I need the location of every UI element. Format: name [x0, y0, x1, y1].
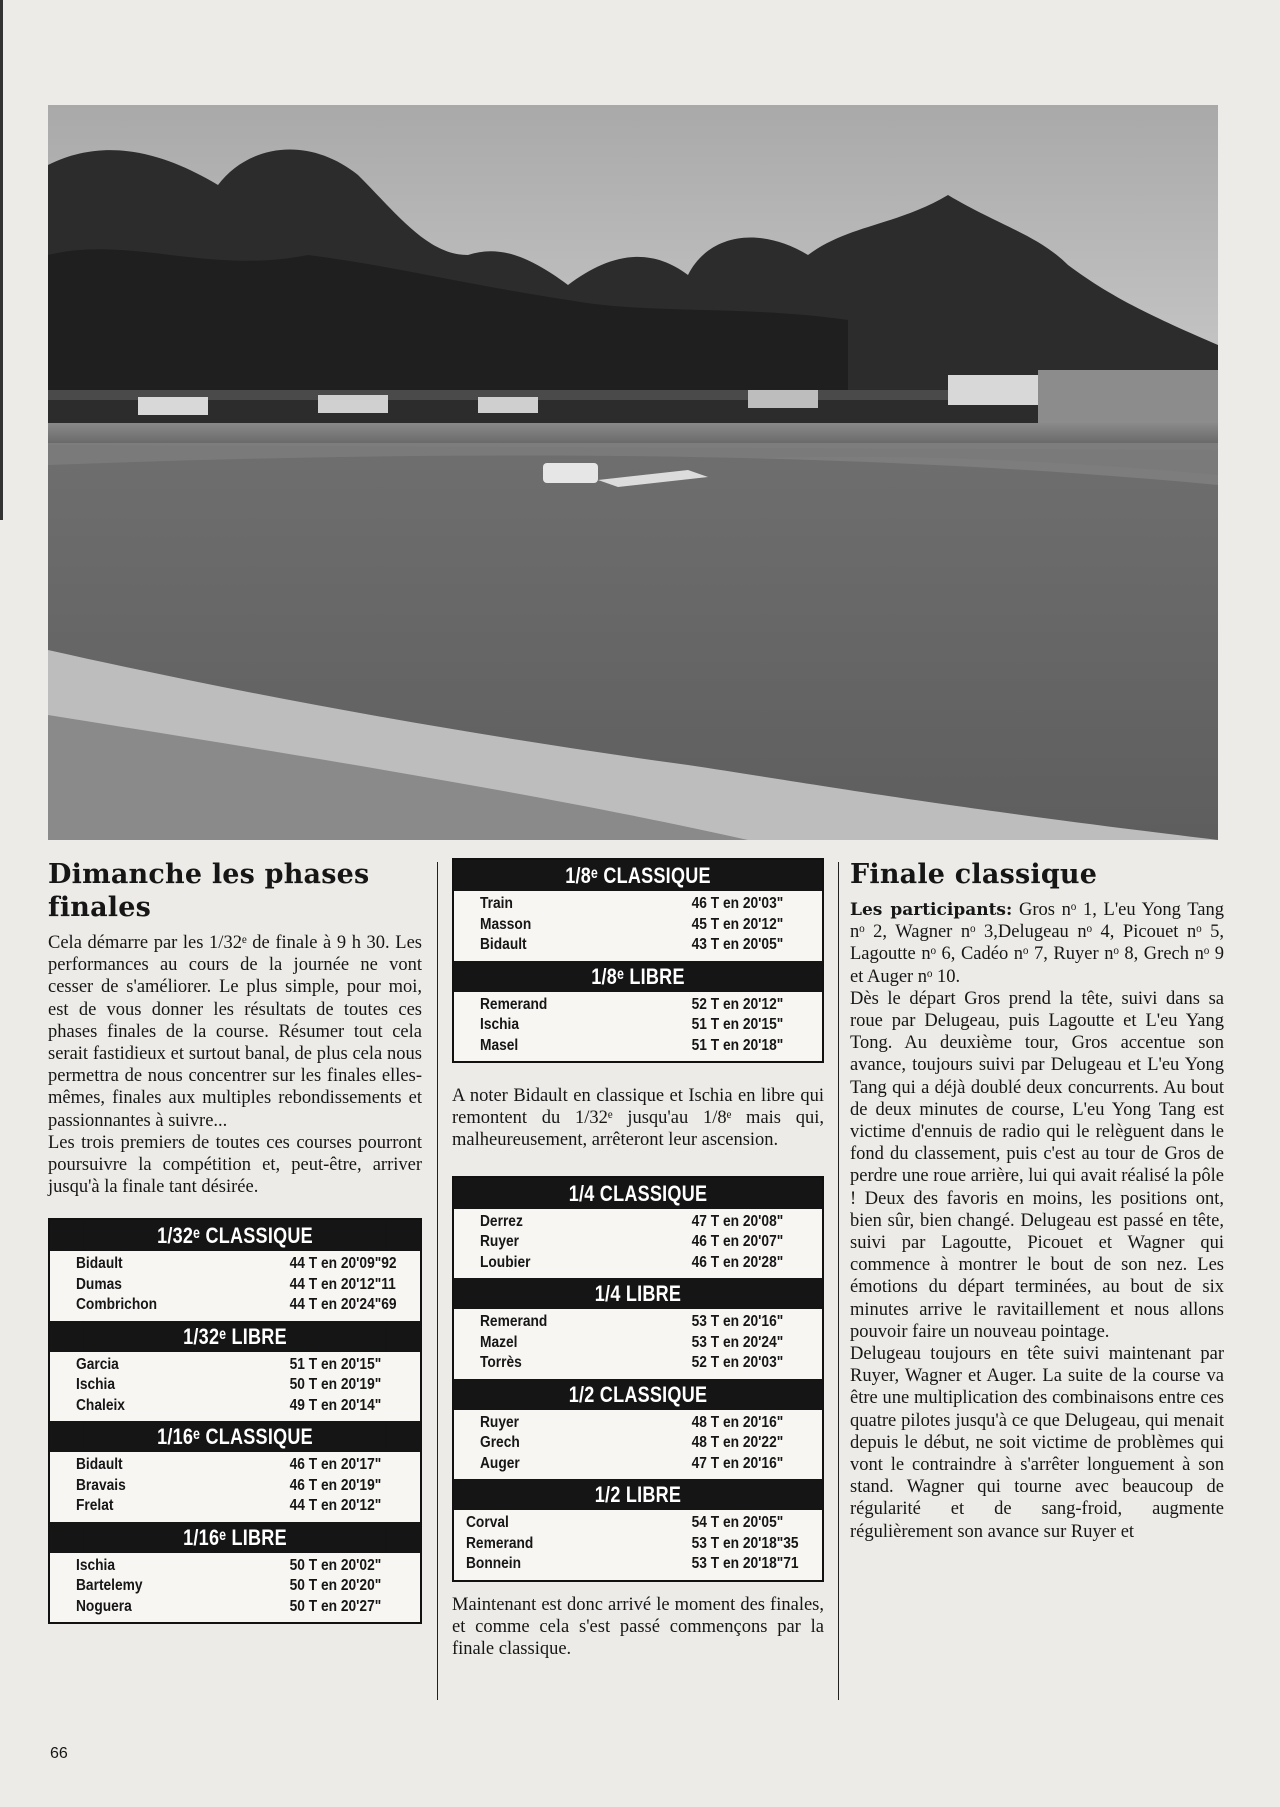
result-row: Bonnein 53 T en 20'18"71 — [466, 1555, 799, 1573]
result-row: Ischia 50 T en 20'19" — [76, 1376, 382, 1394]
result-row: Frelat 44 T en 20'12" — [76, 1497, 382, 1515]
result-row: Remerand 53 T en 20'16" — [480, 1313, 784, 1331]
column-middle — [452, 858, 824, 1660]
body-paragraph: Les trois premiers de toutes ces courses pourront poursuivre la compétition et, peut-être, arriver jusqu'à la finale tant désirée. — [48, 1132, 422, 1198]
results-title: 1/8ᵉ LIBRE — [487, 961, 789, 992]
section-heading-phases-finales: Dimanche les phases finales — [48, 859, 370, 923]
column-right — [850, 858, 1224, 1543]
result-row: Garcia 51 T en 20'15" — [76, 1355, 382, 1373]
result-row: Train 46 T en 20'03" — [480, 895, 784, 912]
result-row: Corval 54 T en 20'05" — [466, 1514, 784, 1532]
results-table-group — [452, 858, 824, 1063]
result-row: Masel 51 T en 20'18" — [480, 1036, 784, 1054]
result-row: Bidault 43 T en 20'05" — [480, 936, 784, 953]
body-paragraph: A noter Bidault en classique et Ischia en libre qui remontent du 1/32ᵉ jusqu'au 1/8ᵉ mais qui, malheureusement, arrêteront leur ascension. — [452, 1086, 824, 1151]
result-row: Bartelemy 50 T en 20'20" — [76, 1577, 382, 1595]
column-left — [48, 858, 422, 1624]
page-binding-edge — [0, 0, 3, 520]
race-track-photo — [48, 105, 1218, 840]
participants-label: Les participants: — [850, 900, 1013, 920]
result-row: Ischia 50 T en 20'02" — [76, 1556, 382, 1574]
result-row: Mazel 53 T en 20'24" — [480, 1333, 784, 1351]
results-title: 1/4 CLASSIQUE — [487, 1178, 789, 1209]
results-table-group — [48, 1218, 422, 1624]
results-title: 1/8ᵉ CLASSIQUE — [487, 860, 789, 891]
participants-text: Gros nᵒ 1, L'eu Yong Tang nᵒ 2, Wagner nᵒ 3,Delugeau nᵒ 4, Picouet nᵒ 5, Lagoutte nᵒ 6, Cadéo nᵒ 7, Ruyer nᵒ 8, Grech nᵒ 9 et Auger nᵒ 10. — [850, 900, 1224, 987]
participants-paragraph — [850, 899, 1224, 988]
results-title: 1/32ᵉ LIBRE — [83, 1321, 386, 1352]
column-divider — [838, 862, 839, 1700]
results-title: 1/2 LIBRE — [487, 1479, 789, 1510]
result-row: Bidault 44 T en 20'09"92 — [76, 1255, 397, 1273]
result-row: Torrès 52 T en 20'03" — [480, 1354, 784, 1372]
section-heading-finale-classique: Finale classique — [850, 859, 1098, 890]
column-divider — [437, 862, 438, 1700]
results-title: 1/2 CLASSIQUE — [487, 1379, 789, 1410]
result-row: Bravais 46 T en 20'19" — [76, 1476, 382, 1494]
result-row: Dumas 44 T en 20'12"11 — [76, 1275, 396, 1293]
body-paragraph: Dès le départ Gros prend la tête, suivi dans sa roue par Delugeau, puis Lagoutte et L'eu Yang Tong. Au deuxième tour, Gros accentue son avance, toujours suivi par Delugeau et L'eu Yong Tang qui a déjà doublé deux concurrents. Au bout de deux minutes de course, L'eu Yong Tang est victime d'ennuis de radio qui le relèguent dans le fond du classement, puis c'est au tour de Gros de perdre une roue arrière, lui qui avait réalisé la pôle ! Deux des favoris en moins, les positions ont, bien sûr, bien changé. Delugeau est passé en tête, suivi par Lagoutte, Picouet et Wagner qui commence à montrer le bout de son nez. Les émotions du départ terminées, au bout de six minutes arrive le ravitaillement et nous allons pouvoir faire un nouveau pointage. — [850, 988, 1224, 1342]
body-paragraph: Maintenant est donc arrivé le moment des finales, et comme cela s'est passé commençons par la finale classique. — [452, 1594, 824, 1660]
result-row: Loubier 46 T en 20'28" — [480, 1253, 784, 1271]
results-table-group — [452, 1176, 824, 1582]
body-paragraph: Cela démarre par les 1/32ᵉ de finale à 9 h 30. Les performances au cours de la journée ne vont cesser de s'améliorer. Le plus simple, pour moi, est de vous donner les résultats de toutes ces phases finales de la course. Résumer tout cela serait fastidieux et surtout banal, de plus cela nous permettra de nous concentrer sur les finales elles-mêmes, finales aux multiples rebondissements et passionnantes à suivre... — [48, 933, 422, 1131]
results-title: 1/16ᵉ LIBRE — [83, 1522, 386, 1553]
result-row: Ruyer 48 T en 20'16" — [480, 1413, 784, 1431]
result-row: Remerand 53 T en 20'18"35 — [466, 1534, 799, 1552]
body-paragraph: Delugeau toujours en tête suivi maintenant par Ruyer, Wagner et Auger. La suite de la course va être une multiplication des combinaisons entre ces quatre pilotes jusqu'à ce que Delugeau, qui menait depuis le début, ne soit victime de problèmes qui vont le contraindre à s'arrêter longuement à son stand. Wagner qui tourne avec beaucoup de régularité et de sang-froid, augmente régulièrement son avance sur Ruyer et — [850, 1344, 1224, 1542]
result-row: Masson 45 T en 20'12" — [480, 915, 784, 933]
result-row: Auger 47 T en 20'16" — [480, 1454, 784, 1472]
page-number: 66 — [50, 1745, 68, 1762]
results-title: 1/32ᵉ CLASSIQUE — [83, 1220, 386, 1251]
result-row: Grech 48 T en 20'22" — [480, 1434, 784, 1452]
results-title: 1/16ᵉ CLASSIQUE — [83, 1421, 386, 1452]
result-row: Bidault 46 T en 20'17" — [76, 1456, 382, 1474]
result-row: Ischia 51 T en 20'15" — [480, 1016, 784, 1033]
result-row: Combrichon 44 T en 20'24"69 — [76, 1296, 397, 1314]
result-row: Derrez 47 T en 20'08" — [480, 1212, 784, 1230]
result-row: Noguera 50 T en 20'27" — [76, 1597, 382, 1615]
result-row: Chaleix 49 T en 20'14" — [76, 1396, 382, 1414]
results-title: 1/4 LIBRE — [487, 1278, 789, 1309]
result-row: Ruyer 46 T en 20'07" — [480, 1233, 784, 1251]
result-row: Remerand 52 T en 20'12" — [480, 995, 784, 1013]
